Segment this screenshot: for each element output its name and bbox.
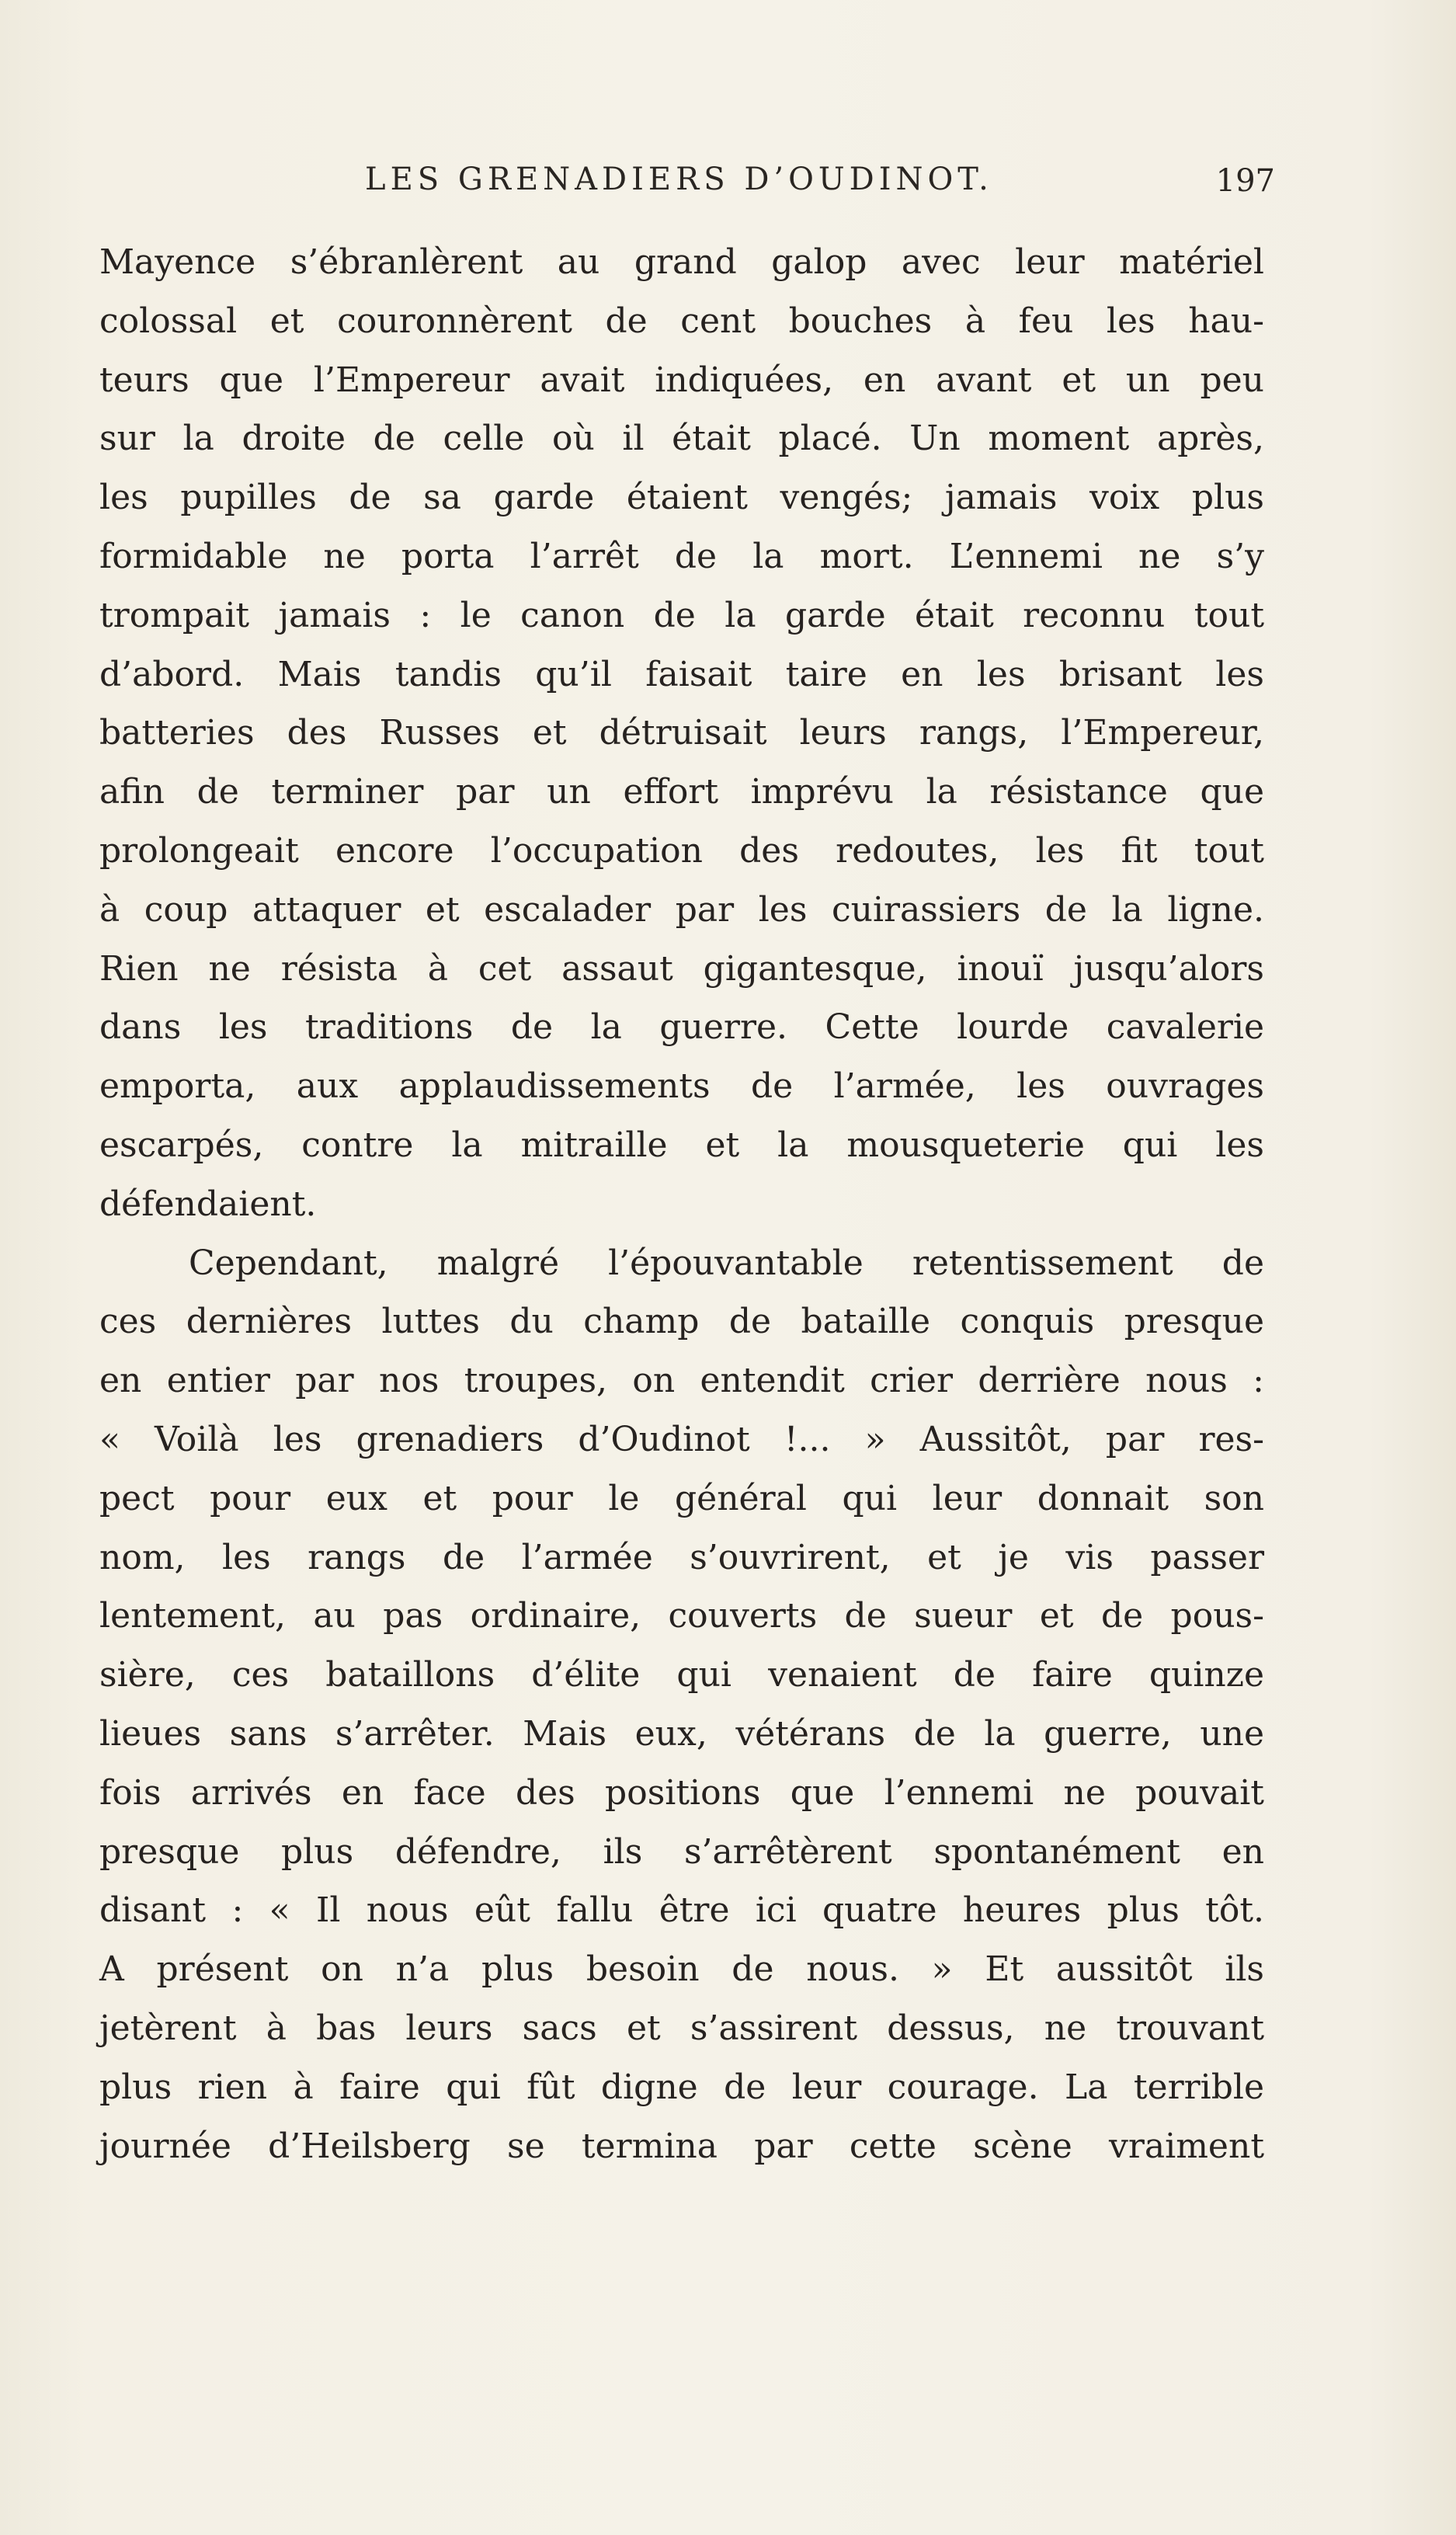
text-line: les pupilles de sa garde étaient vengés; jamais voix plus xyxy=(99,478,1264,518)
text-line: disant : « Il nous eût fallu être ici quatre heures plus tôt. xyxy=(99,1890,1264,1931)
text-line: presque plus défendre, ils s’arrêtèrent spontanément en xyxy=(99,1831,1264,1872)
text-line: formidable ne porta l’arrêt de la mort. L’ennemi ne s’y xyxy=(99,536,1264,576)
text-line: sière, ces bataillons d’élite qui venaient de faire quinze xyxy=(99,1655,1264,1695)
text-line: batteries des Russes et détruisait leurs rangs, l’Empereur, xyxy=(99,713,1264,753)
text-line: trompait jamais : le canon de la garde était reconnu tout xyxy=(99,595,1264,635)
text-line: dans les traditions de la guerre. Cette lourde cavalerie xyxy=(99,1007,1264,1048)
text-line: sur la droite de celle où il était placé. Un moment après, xyxy=(99,419,1264,459)
text-line: à coup attaquer et escalader par les cuirassiers de la ligne. xyxy=(99,889,1264,930)
text-line: lieues sans s’arrêter. Mais eux, vétérans de la guerre, une xyxy=(99,1713,1264,1754)
text-line: jetèrent à bas leurs sacs et s’assirent dessus, ne trouvant xyxy=(99,2008,1264,2048)
text-line: Mayence s’ébranlèrent au grand galop avec leur matériel xyxy=(99,242,1264,282)
text-line: en entier par nos troupes, on entendit crier derrière nous : xyxy=(99,1361,1264,1401)
text-line: Rien ne résista à cet assaut gigantesque, inouï jusqu’alors xyxy=(99,948,1264,989)
page-header xyxy=(101,162,1275,208)
paragraph-end-line: défendaient. xyxy=(99,1184,317,1224)
text-line: A présent on n’a plus besoin de nous. » Et aussitôt ils xyxy=(99,1949,1264,1990)
text-line: lentement, au pas ordinaire, couverts de sueur et de pous- xyxy=(99,1596,1264,1636)
text-line: fois arrivés en face des positions que l’ennemi ne pouvait xyxy=(99,1772,1264,1813)
text-line: emporta, aux applaudissements de l’armée, les ouvrages xyxy=(99,1066,1264,1107)
text-line: prolongeait encore l’occupation des redoutes, les fit tout xyxy=(99,830,1264,871)
text-line: ces dernières luttes du champ de bataille conquis presque xyxy=(99,1302,1264,1342)
text-line: pect pour eux et pour le général qui leur donnait son xyxy=(99,1478,1264,1518)
text-line: colossal et couronnèrent de cent bouches à feu les hau- xyxy=(99,301,1264,341)
text-line: d’abord. Mais tandis qu’il faisait taire en les brisant les xyxy=(99,654,1264,694)
text-line: teurs que l’Empereur avait indiquées, en avant et un peu xyxy=(99,360,1264,400)
text-line: journée d’Heilsberg se termina par cette scène vraiment xyxy=(99,2126,1264,2166)
paragraph-start-line: Cependant, malgré l’épouvantable retentissement de xyxy=(189,1243,1264,1283)
running-title: LES GRENADIERS D’OUDINOT. xyxy=(365,162,993,197)
page-number: 197 xyxy=(1215,163,1275,199)
text-line: plus rien à faire qui fût digne de leur courage. La terrible xyxy=(99,2067,1264,2107)
text-line: afin de terminer par un effort imprévu la résistance que xyxy=(99,772,1264,812)
text-line: nom, les rangs de l’armée s’ouvrirent, et je vis passer xyxy=(99,1537,1264,1577)
text-line: escarpés, contre la mitraille et la mousqueterie qui les xyxy=(99,1125,1264,1165)
body-text xyxy=(99,233,1264,2175)
text-line: « Voilà les grenadiers d’Oudinot !... » Aussitôt, par res- xyxy=(99,1419,1264,1459)
